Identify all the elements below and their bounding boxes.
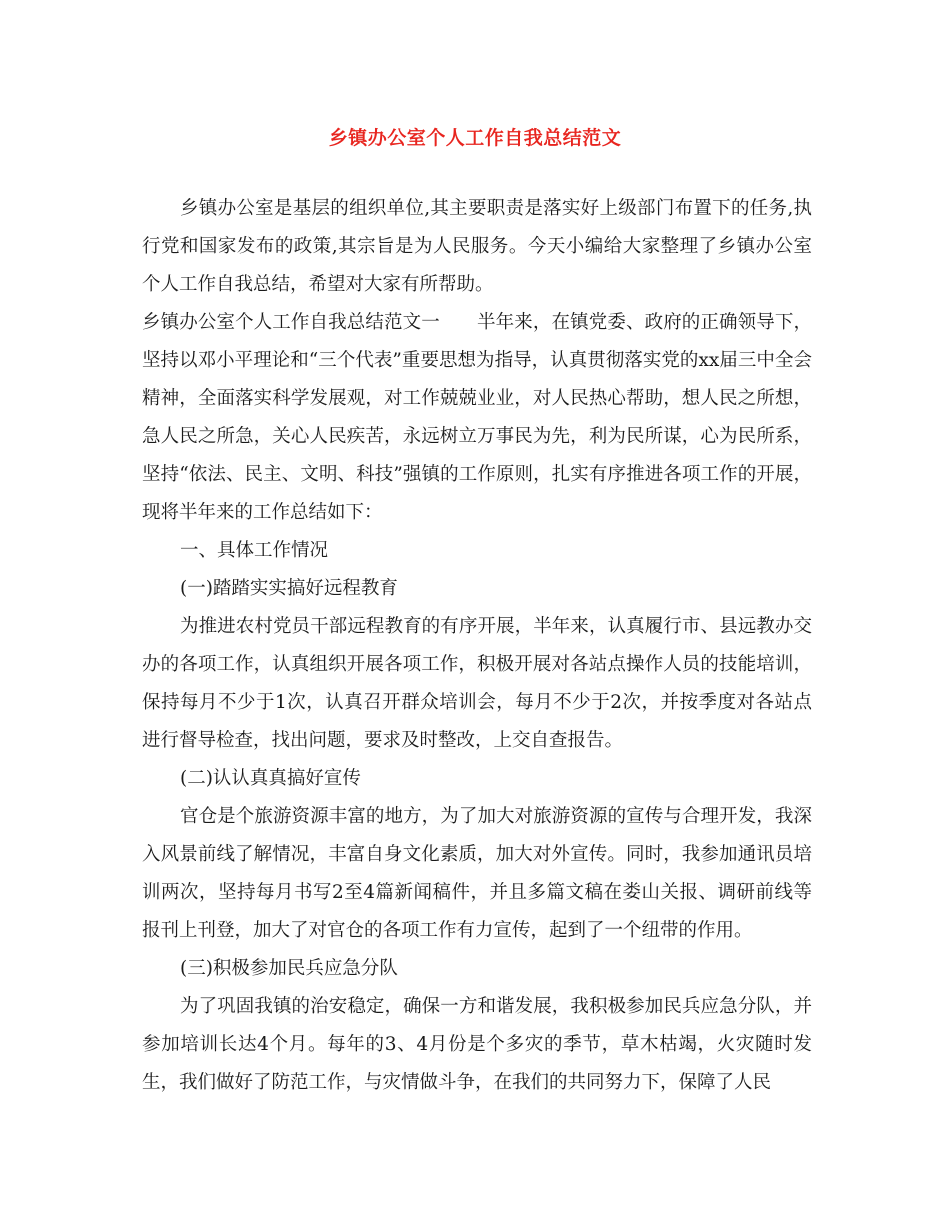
document-title: 乡镇办公室个人工作自我总结范文 — [328, 127, 622, 149]
heading-work-situation: 一、具体工作情况 — [180, 540, 329, 561]
remote-education-paragraph: 为推进农村党员干部远程教育的有序开展，半年来，认真履行市、县远教办交办的各项工作，认真组织开展各项工作，积极开展对各站点操作人员的技能培训，保持每月不少于1次，认真召开群众培训会，每月不少于2次，并按季度对各站点进行督导检查，找出问题，要求及时整改，上交自查报告。 — [142, 616, 812, 751]
intro-paragraph: 乡镇办公室是基层的组织单位,其主要职责是落实好上级部门布置下的任务,执行党和国家发布的政策,其宗旨是为人民服务。今天小编给大家整理了乡镇办公室个人工作自我总结，希望对大家有所帮助。 — [142, 198, 812, 295]
subheading-publicity: (二)认认真真搞好宣传 — [180, 768, 361, 789]
section-one-paragraph: 乡镇办公室个人工作自我总结范文一 半年来，在镇党委、政府的正确领导下，坚持以邓小平理论和“三个代表”重要思想为指导，认真贯彻落实党的xx届三中全会精神，全面落实科学发展观，对工作兢兢业业，对人民热心帮助，想人民之所想，急人民之所急，关心人民疾苦，永远树立万事民为先，利为民所谋，心为民所系，坚持“依法、民主、文明、科技”强镇的工作原则，扎实有序推进各项工作的开展，现将半年来的工作总结如下： — [142, 312, 812, 523]
subheading-militia: (三)积极参加民兵应急分队 — [180, 958, 398, 979]
subheading-remote-education: (一)踏踏实实搞好远程教育 — [180, 578, 398, 599]
publicity-paragraph: 官仓是个旅游资源丰富的地方，为了加大对旅游资源的宣传与合理开发，我深入风景前线了解情况，丰富自身文化素质，加大对外宣传。同时，我参加通讯员培训两次，坚持每月书写2至4篇新闻稿件，并且多篇文稿在娄山关报、调研前线等报刊上刊登，加大了对官仓的各项工作有力宣传，起到了一个纽带的作用。 — [142, 806, 812, 941]
militia-paragraph: 为了巩固我镇的治安稳定，确保一方和谐发展，我积极参加民兵应急分队，并参加培训长达4个月。每年的3、4月份是个多灾的季节，草木枯竭，火灾随时发生，我们做好了防范工作，与灾情做斗争，在我们的共同努力下，保障了人民 — [142, 996, 812, 1093]
document-body — [142, 190, 812, 1102]
